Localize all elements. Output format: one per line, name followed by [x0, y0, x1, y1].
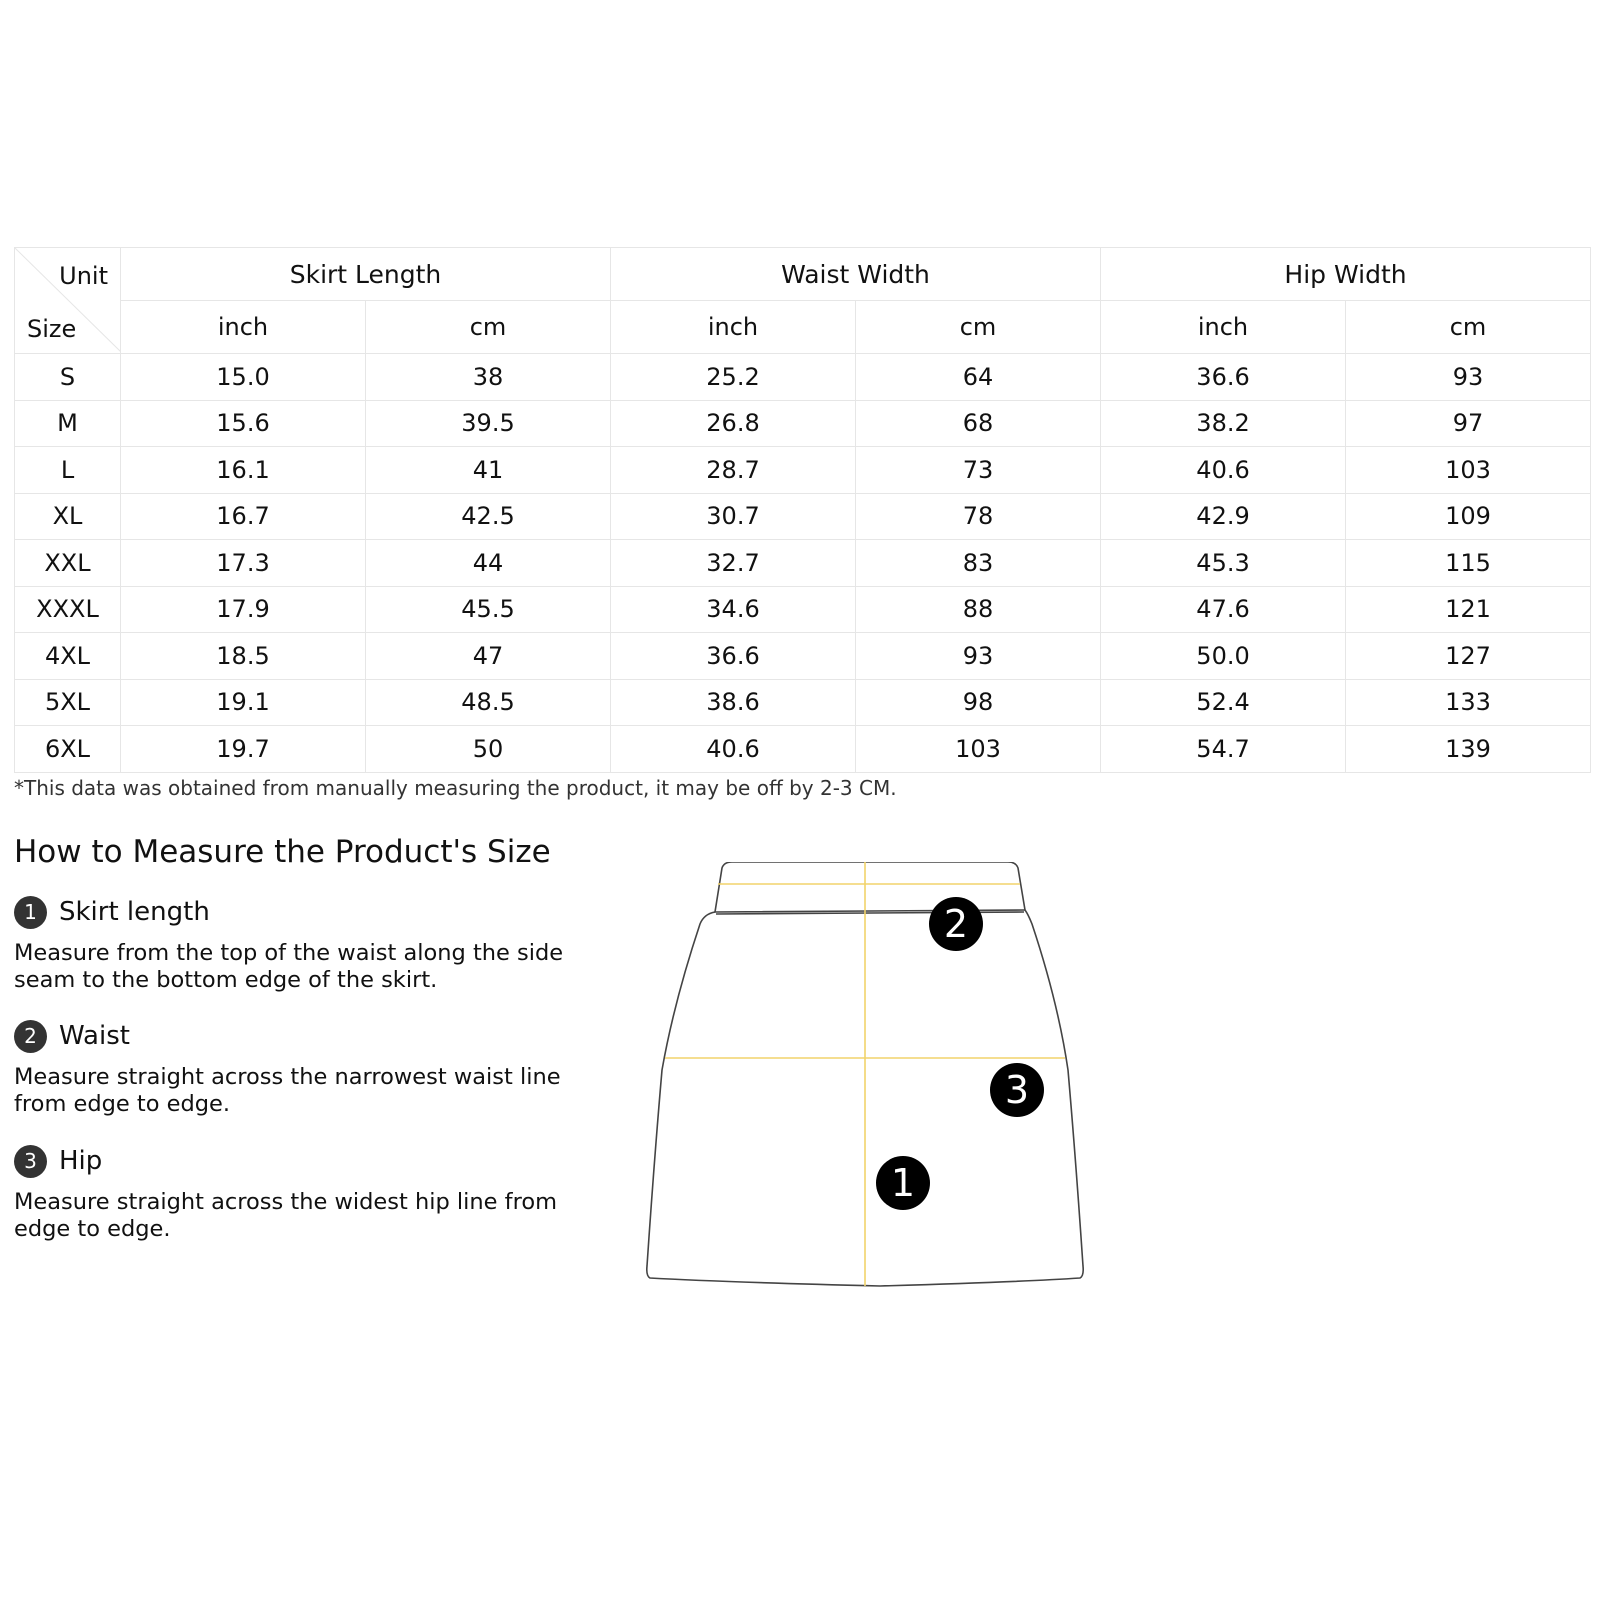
howto-title: How to Measure the Product's Size — [14, 834, 551, 870]
unit-header: cm — [1346, 301, 1591, 354]
unit-header: inch — [611, 301, 856, 354]
value-cell: 42.9 — [1101, 493, 1346, 540]
size-cell: M — [15, 400, 121, 447]
group-hip-width: Hip Width — [1101, 248, 1591, 301]
value-cell: 28.7 — [611, 447, 856, 494]
svg-text:2: 2 — [943, 902, 969, 946]
unit-header: cm — [366, 301, 611, 354]
marker-one — [876, 1156, 930, 1210]
size-chart-table — [14, 247, 1591, 773]
value-cell: 25.2 — [611, 354, 856, 401]
value-cell: 15.6 — [121, 400, 366, 447]
value-cell: 45.5 — [366, 586, 611, 633]
table-header-row — [15, 248, 1591, 301]
value-cell: 39.5 — [366, 400, 611, 447]
value-cell: 19.7 — [121, 726, 366, 773]
step-waist — [14, 1018, 584, 1118]
svg-text:3: 3 — [1004, 1068, 1030, 1112]
value-cell: 40.6 — [611, 726, 856, 773]
step-label: Waist — [59, 1021, 130, 1051]
value-cell: 44 — [366, 540, 611, 587]
value-cell: 38.2 — [1101, 400, 1346, 447]
value-cell: 64 — [856, 354, 1101, 401]
measurement-note: *This data was obtained from manually measuring the product, it may be off by 2-3 CM. — [14, 776, 897, 800]
value-cell: 34.6 — [611, 586, 856, 633]
value-cell: 88 — [856, 586, 1101, 633]
value-cell: 17.3 — [121, 540, 366, 587]
value-cell: 109 — [1346, 493, 1591, 540]
size-cell: S — [15, 354, 121, 401]
table-body — [15, 354, 1591, 773]
size-cell: 5XL — [15, 679, 121, 726]
value-cell: 38 — [366, 354, 611, 401]
value-cell: 68 — [856, 400, 1101, 447]
step-hip — [14, 1143, 584, 1243]
table-row — [15, 400, 1591, 447]
value-cell: 36.6 — [1101, 354, 1346, 401]
value-cell: 83 — [856, 540, 1101, 587]
value-cell: 50.0 — [1101, 633, 1346, 680]
value-cell: 16.7 — [121, 493, 366, 540]
value-cell: 32.7 — [611, 540, 856, 587]
marker-two — [929, 897, 983, 951]
value-cell: 133 — [1346, 679, 1591, 726]
value-cell: 42.5 — [366, 493, 611, 540]
value-cell: 36.6 — [611, 633, 856, 680]
size-cell: XXXL — [15, 586, 121, 633]
value-cell: 98 — [856, 679, 1101, 726]
value-cell: 41 — [366, 447, 611, 494]
value-cell: 139 — [1346, 726, 1591, 773]
value-cell: 40.6 — [1101, 447, 1346, 494]
table-row — [15, 679, 1591, 726]
value-cell: 121 — [1346, 586, 1591, 633]
value-cell: 103 — [1346, 447, 1591, 494]
value-cell: 97 — [1346, 400, 1591, 447]
table-row — [15, 447, 1591, 494]
size-cell: 6XL — [15, 726, 121, 773]
step-description: Measure from the top of the waist along the side seam to the bottom edge of the skirt. — [14, 940, 564, 993]
value-cell: 38.6 — [611, 679, 856, 726]
step-description: Measure straight across the narrowest waist line from edge to edge. — [14, 1064, 561, 1117]
group-waist-width: Waist Width — [611, 248, 1101, 301]
value-cell: 15.0 — [121, 354, 366, 401]
size-cell: XL — [15, 493, 121, 540]
unit-header: inch — [1101, 301, 1346, 354]
value-cell: 78 — [856, 493, 1101, 540]
value-cell: 93 — [856, 633, 1101, 680]
value-cell: 54.7 — [1101, 726, 1346, 773]
step-number-badge: 3 — [14, 1145, 47, 1178]
unit-header: cm — [856, 301, 1101, 354]
value-cell: 115 — [1346, 540, 1591, 587]
value-cell: 45.3 — [1101, 540, 1346, 587]
value-cell: 30.7 — [611, 493, 856, 540]
value-cell: 73 — [856, 447, 1101, 494]
table-row — [15, 726, 1591, 773]
size-cell: 4XL — [15, 633, 121, 680]
value-cell: 17.9 — [121, 586, 366, 633]
step-number-badge: 2 — [14, 1020, 47, 1053]
step-label: Skirt length — [59, 897, 210, 927]
value-cell: 26.8 — [611, 400, 856, 447]
value-cell: 127 — [1346, 633, 1591, 680]
step-number-badge: 1 — [14, 896, 47, 929]
value-cell: 19.1 — [121, 679, 366, 726]
skirt-measurement-diagram — [640, 862, 1120, 1312]
table-row — [15, 586, 1591, 633]
value-cell: 16.1 — [121, 447, 366, 494]
value-cell: 52.4 — [1101, 679, 1346, 726]
size-cell: L — [15, 447, 121, 494]
group-skirt-length: Skirt Length — [121, 248, 611, 301]
step-skirt-length — [14, 894, 584, 994]
table-row — [15, 540, 1591, 587]
table-row — [15, 633, 1591, 680]
marker-three — [990, 1063, 1044, 1117]
unit-header-row — [15, 301, 1591, 354]
size-cell: XXL — [15, 540, 121, 587]
table-row — [15, 493, 1591, 540]
svg-text:1: 1 — [890, 1161, 916, 1205]
value-cell: 50 — [366, 726, 611, 773]
value-cell: 47.6 — [1101, 586, 1346, 633]
value-cell: 103 — [856, 726, 1101, 773]
value-cell: 47 — [366, 633, 611, 680]
step-label: Hip — [59, 1146, 103, 1176]
step-description: Measure straight across the widest hip line from edge to edge. — [14, 1189, 558, 1242]
unit-header: inch — [121, 301, 366, 354]
corner-size-label: Size — [27, 315, 77, 343]
value-cell: 18.5 — [121, 633, 366, 680]
value-cell: 93 — [1346, 354, 1591, 401]
corner-cell — [15, 248, 121, 354]
table-row — [15, 354, 1591, 401]
corner-unit-label: Unit — [59, 262, 108, 290]
value-cell: 48.5 — [366, 679, 611, 726]
